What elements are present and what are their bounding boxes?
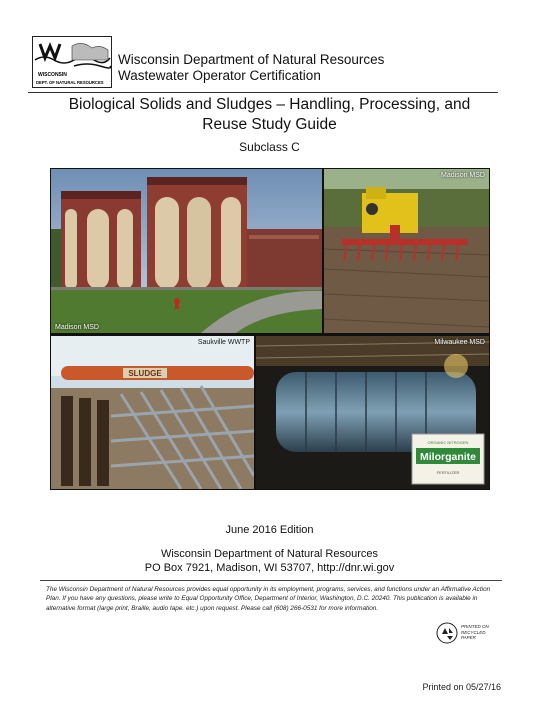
doc-title-line-2: Reuse Study Guide [202,116,337,133]
recycled-paper-text: PRINTED ON RECYCLED PAPER [461,624,489,640]
doc-subtitle: Subclass C [239,140,300,154]
photo-caption: Milwaukee MSD [434,339,485,346]
logo-text-2: DEPT. OF NATURAL RESOURCES [36,80,104,85]
dnr-logo [32,36,112,88]
equal-opportunity-disclaimer: The Wisconsin Department of Natural Resources provides equal opportunity in its employment, programs, services, and functions under an Affirmative Action Plan. If you have any questions, please write to Equal Opportunity Office, Department of Interior, Washington, D.C. 20240. This publication is available in alternative format (large print, Braille, audio tape. etc.) upon request. Please call (608) 266-0531 for more information. [46,586,491,612]
photo-sludge-injection-tractor [324,169,489,333]
footer-divider [40,580,502,581]
bag-label-bottom: FERTILIZER [436,470,460,475]
doc-title-line-1: Biological Solids and Sludges – Handling, Processing, and [68,96,471,113]
recycled-paper-badge [436,622,500,644]
photo-caption: Saukville WWTP [197,339,250,346]
edition-text: June 2016 Edition [225,524,314,536]
milorganite-label: Milorganite [419,451,477,463]
photo-collage [50,168,490,490]
photo-caption: Madison MSD [441,172,485,179]
photo-digester-buildings [51,169,322,333]
photo-caption: Madison MSD [55,324,99,331]
logo-text-1: WISCONSIN [38,72,67,78]
org-name: Wisconsin Department of Natural Resources [118,52,385,67]
sludge-pipe-label: SLUDGE [128,369,162,378]
recycle-icon [436,622,458,644]
bag-label-top: ORGANIC NITROGEN [427,440,469,445]
program-name: Wastewater Operator Certification [118,68,321,83]
address-line-1: Wisconsin Department of Natural Resources [160,548,379,560]
header-divider [28,92,498,93]
printed-date: Printed on 05/27/16 [422,682,501,692]
photo-sludge-screen [51,336,254,489]
address-line-2: PO Box 7921, Madison, WI 53707, http://dnr.wi.gov [144,562,395,574]
photo-rotary-dryers [256,336,489,489]
